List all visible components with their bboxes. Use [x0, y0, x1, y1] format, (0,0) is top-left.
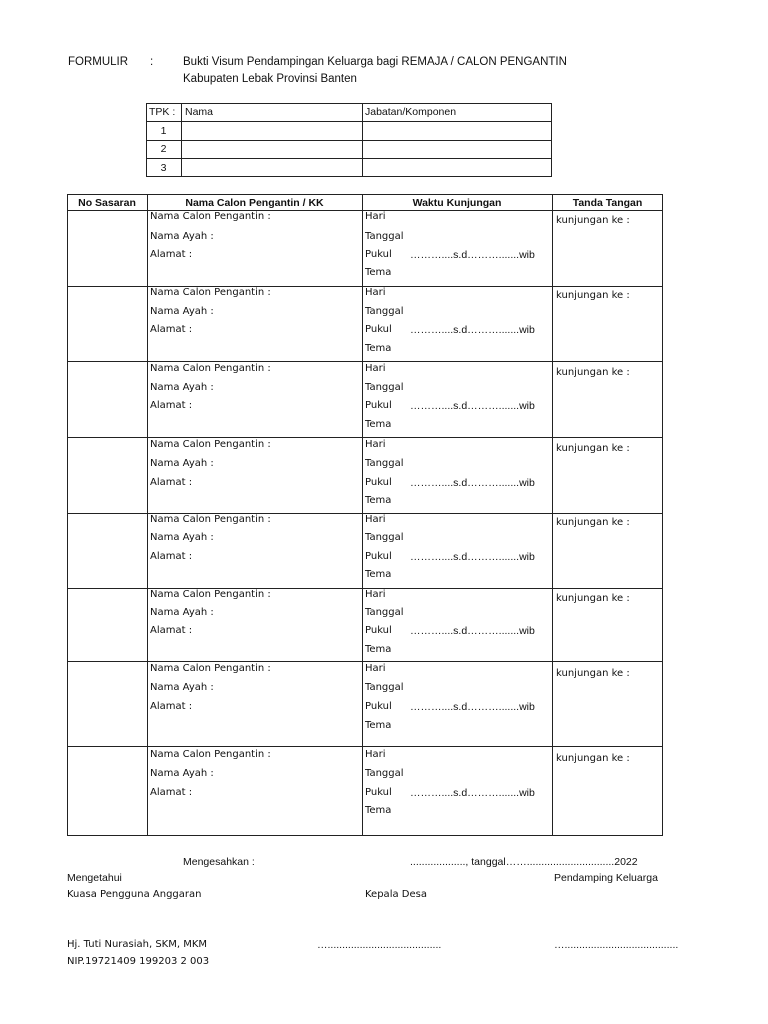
tpk-row-number: 3 [160, 162, 167, 174]
tanggal-label: Tanggal [365, 607, 404, 618]
nama-calon-label: Nama Calon Pengantin : [150, 749, 271, 760]
kunjungan-label: kunjungan ke : [556, 668, 630, 679]
alamat-label: Alamat : [150, 400, 193, 411]
form-label-colon: : [150, 56, 154, 68]
pukul-label: Pukul [365, 249, 392, 260]
form-label: FORMULIR [68, 56, 129, 68]
header-waktu-kunjungan: Waktu Kunjungan [412, 197, 502, 209]
header-nama-calon: Nama Calon Pengantin / KK [185, 197, 324, 209]
hari-label: Hari [365, 663, 386, 674]
nama-ayah-label: Nama Ayah : [150, 231, 214, 242]
kunjungan-label: kunjungan ke : [556, 367, 630, 378]
alamat-label: Alamat : [150, 477, 193, 488]
nama-calon-label: Nama Calon Pengantin : [150, 363, 271, 374]
tema-label: Tema [365, 569, 392, 580]
signer-nip: NIP.19721409 199203 2 003 [67, 956, 210, 967]
tema-label: Tema [365, 495, 392, 506]
hari-label: Hari [365, 211, 386, 222]
pukul-label: Pukul [365, 324, 392, 335]
pukul-label: Pukul [365, 701, 392, 712]
hari-label: Hari [365, 287, 386, 298]
kunjungan-label: kunjungan ke : [556, 215, 630, 226]
tema-label: Tema [365, 720, 392, 731]
tema-label: Tema [365, 419, 392, 430]
nama-calon-label: Nama Calon Pengantin : [150, 211, 271, 222]
hari-label: Hari [365, 514, 386, 525]
pukul-label: Pukul [365, 625, 392, 636]
pukul-range: ………....s.d……….......wib [410, 701, 535, 713]
pendamping-label: Pendamping Keluarga [554, 872, 658, 884]
tanggal-label: Tanggal [365, 458, 404, 469]
nama-ayah-label: Nama Ayah : [150, 458, 214, 469]
kunjungan-label: kunjungan ke : [556, 517, 630, 528]
alamat-label: Alamat : [150, 324, 193, 335]
kunjungan-label: kunjungan ke : [556, 593, 630, 604]
signature-blank-pendamping: …....................................... [554, 939, 679, 951]
nama-calon-label: Nama Calon Pengantin : [150, 287, 271, 298]
nama-ayah-label: Nama Ayah : [150, 682, 214, 693]
pukul-range: ………....s.d……….......wib [410, 249, 535, 261]
signer-name: Hj. Tuti Nurasiah, SKM, MKM [67, 939, 208, 950]
header-no-sasaran: No Sasaran [78, 197, 136, 209]
form-title: Bukti Visum Pendampingan Keluarga bagi REMAJA / CALON PENGANTIN [183, 56, 567, 68]
alamat-label: Alamat : [150, 787, 193, 798]
nama-ayah-label: Nama Ayah : [150, 306, 214, 317]
hari-label: Hari [365, 749, 386, 760]
hari-label: Hari [365, 363, 386, 374]
tanggal-label: Tanggal [365, 382, 404, 393]
tema-label: Tema [365, 805, 392, 816]
tema-label: Tema [365, 644, 392, 655]
nama-ayah-label: Nama Ayah : [150, 607, 214, 618]
nama-calon-label: Nama Calon Pengantin : [150, 663, 271, 674]
tpk-nama-header: Nama [185, 106, 214, 118]
signature-blank-kepala-desa: …....................................... [317, 939, 442, 951]
pukul-range: ………....s.d……….......wib [410, 324, 535, 336]
kunjungan-label: kunjungan ke : [556, 443, 630, 454]
hari-label: Hari [365, 439, 386, 450]
tpk-header: TPK : [149, 106, 176, 118]
pukul-label: Pukul [365, 400, 392, 411]
kuasa-label: Kuasa Pengguna Anggaran [67, 889, 202, 900]
pukul-range: ………....s.d……….......wib [410, 787, 535, 799]
nama-ayah-label: Nama Ayah : [150, 382, 214, 393]
tema-label: Tema [365, 267, 392, 278]
nama-ayah-label: Nama Ayah : [150, 768, 214, 779]
tema-label: Tema [365, 343, 392, 354]
tanggal-label: Tanggal [365, 306, 404, 317]
tpk-jabatan-header: Jabatan/Komponen [365, 106, 457, 118]
tanggal-label: Tanggal [365, 532, 404, 543]
tanggal-label: Tanggal [365, 231, 404, 242]
nama-calon-label: Nama Calon Pengantin : [150, 439, 271, 450]
pukul-range: ………....s.d……….......wib [410, 477, 535, 489]
alamat-label: Alamat : [150, 249, 193, 260]
tpk-row-number: 2 [160, 143, 167, 155]
form-subtitle: Kabupaten Lebak Provinsi Banten [183, 73, 357, 85]
alamat-label: Alamat : [150, 551, 193, 562]
pukul-label: Pukul [365, 477, 392, 488]
place-date-line: ..................., tanggal……..............................2022 [410, 856, 638, 868]
alamat-label: Alamat : [150, 701, 193, 712]
nama-calon-label: Nama Calon Pengantin : [150, 514, 271, 525]
mengetahui-label: Mengetahui [67, 872, 122, 884]
pukul-range: ………....s.d……….......wib [410, 400, 535, 412]
nama-ayah-label: Nama Ayah : [150, 532, 214, 543]
mengesahkan-label: Mengesahkan : [183, 856, 255, 868]
pukul-range: ………....s.d……….......wib [410, 625, 535, 637]
alamat-label: Alamat : [150, 625, 193, 636]
tanggal-label: Tanggal [365, 768, 404, 779]
tpk-row-number: 1 [160, 125, 167, 137]
pukul-label: Pukul [365, 551, 392, 562]
header-tanda-tangan: Tanda Tangan [572, 197, 643, 209]
kunjungan-label: kunjungan ke : [556, 290, 630, 301]
pukul-label: Pukul [365, 787, 392, 798]
kunjungan-label: kunjungan ke : [556, 753, 630, 764]
nama-calon-label: Nama Calon Pengantin : [150, 589, 271, 600]
hari-label: Hari [365, 589, 386, 600]
kepala-desa-label: Kepala Desa [365, 889, 427, 900]
tanggal-label: Tanggal [365, 682, 404, 693]
pukul-range: ………....s.d……….......wib [410, 551, 535, 563]
